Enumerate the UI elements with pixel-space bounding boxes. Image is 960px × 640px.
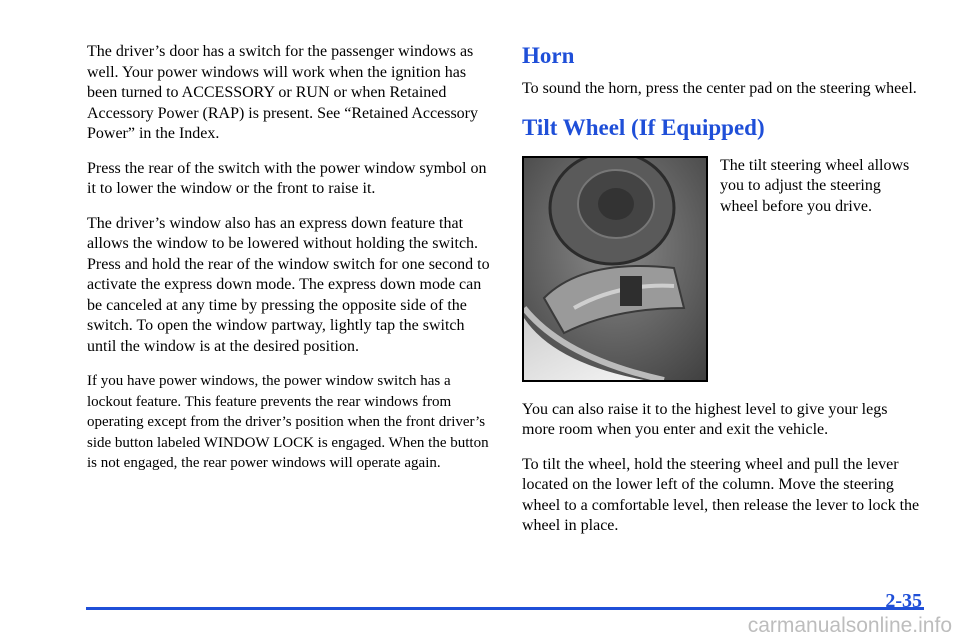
watermark-text: carmanualsonline.info: [747, 614, 952, 637]
power-window-paragraph-2: Press the rear of the switch with the power window symbol on it to lower the window or the front to raise it.: [87, 159, 487, 197]
express-down-paragraph: The driver’s window also has an express down feature that allows the window to be lowered without holding the switch. Press and hold the rear of the window switch for one second to activate the express down mode. The express down mode can be canceled at any time by pressing the opposite side of the switch. To open the window partway, lightly tap the switch until the window is at the desired position.: [87, 214, 490, 355]
tilt-wheel-paragraph-1: You can also raise it to the highest level to give your legs more room when you enter and exit the vehicle.: [522, 400, 888, 438]
horn-heading: Horn: [522, 43, 575, 68]
horn-paragraph: To sound the horn, press the center pad on the steering wheel.: [522, 80, 917, 97]
footer-rule: [86, 607, 924, 610]
tilt-wheel-caption: The tilt steering wheel allows you to adjust the steering wheel before you drive.: [720, 156, 910, 215]
tilt-wheel-illustration: [522, 156, 708, 382]
page-number: 2-35: [885, 590, 922, 612]
tilt-wheel-figure-block: [522, 156, 922, 388]
tilt-wheel-paragraph-2: To tilt the wheel, hold the steering wheel and pull the lever located on the lower left of the column. Move the steering wheel to a comfortable level, then release the lever to lock the wheel in place.: [522, 455, 920, 534]
right-column: [522, 42, 922, 551]
tilt-wheel-heading: Tilt Wheel (If Equipped): [522, 114, 765, 140]
lockout-paragraph: If you have power windows, the power window switch has a lockout feature. This feature prevents the rear windows from operating except from the driver’s position when the front driver’s side button labeled WINDOW LOCK is engaged. When the button is not engaged, the rear power windows will operate again.: [87, 373, 489, 471]
left-column: [87, 42, 492, 488]
power-window-paragraph-1: The driver’s door has a switch for the passenger windows as well. Your power windows will work when the ignition has been turned to ACCESSORY or RUN or when Retained Accessory Power (RAP) is present. See “Retained Accessory Power” in the Index.: [87, 43, 479, 142]
steering-column-drawing: [524, 158, 706, 380]
